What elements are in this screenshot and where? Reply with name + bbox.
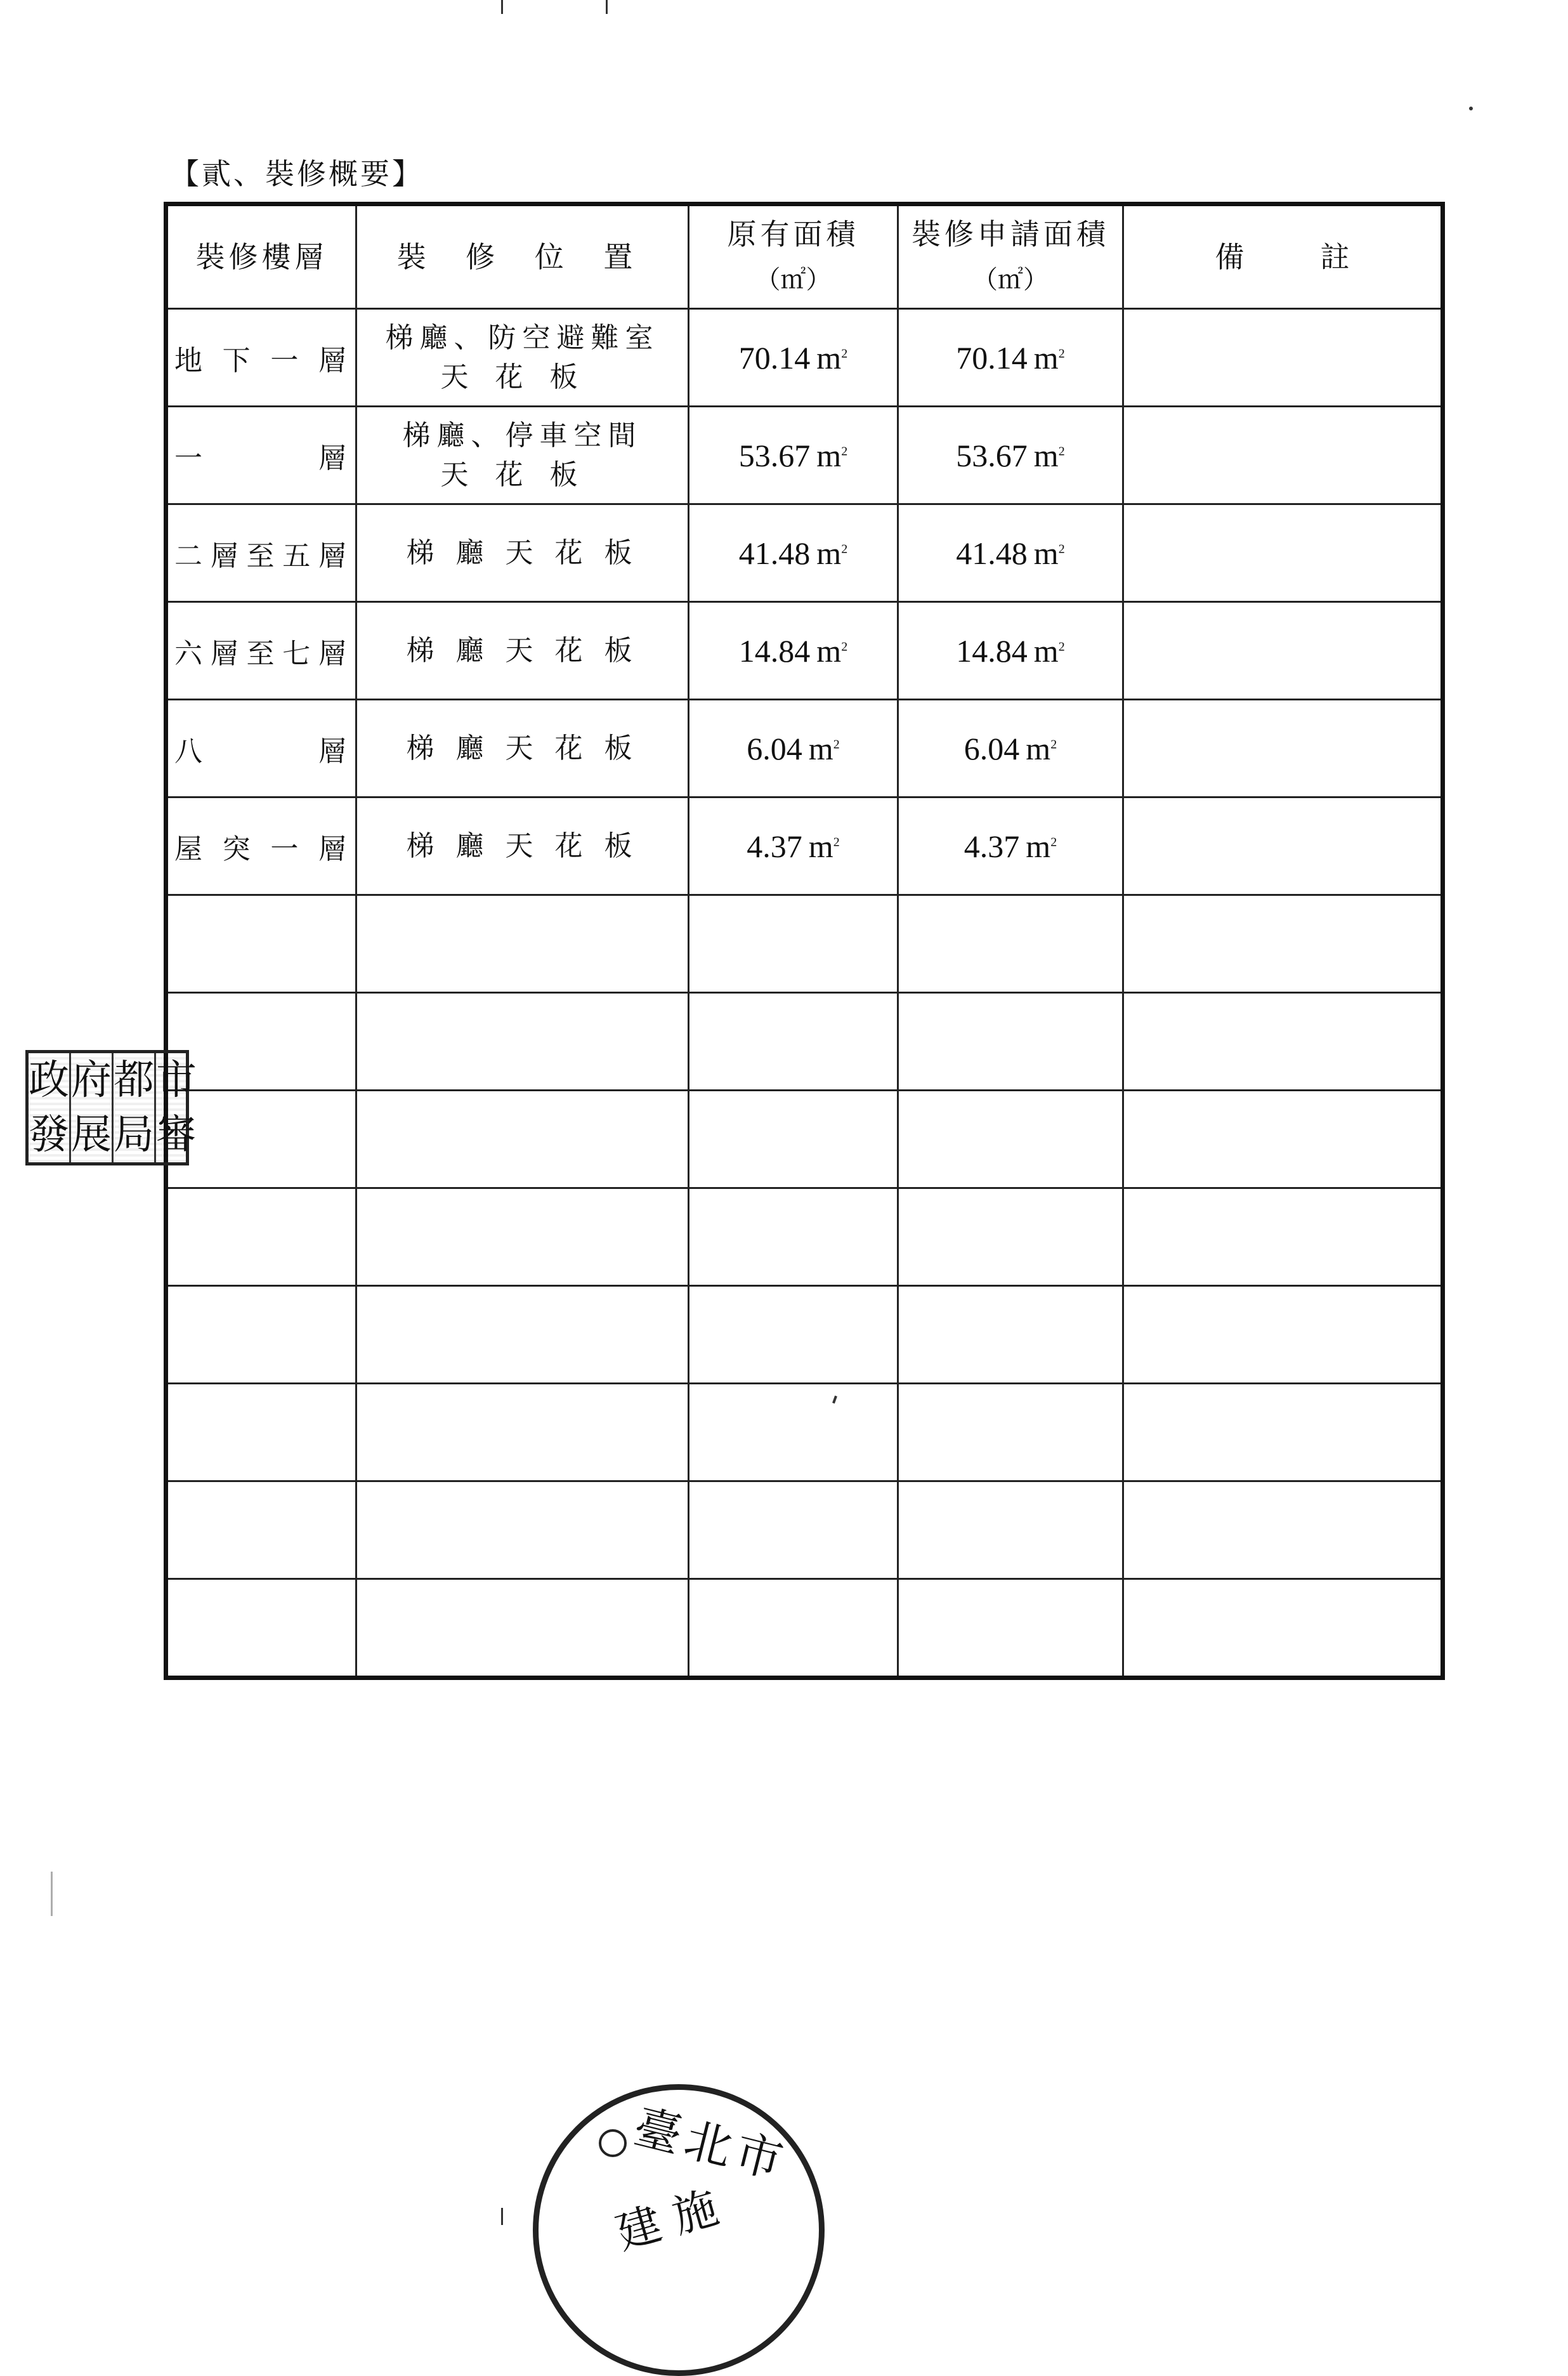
empty-table-row <box>166 993 1443 1091</box>
location-cell: 梯廳、防空避難室 天花板 <box>356 309 689 407</box>
header-location: 裝 修 位 置 <box>356 204 689 309</box>
empty-table-row <box>166 1384 1443 1481</box>
empty-cell <box>356 1091 689 1188</box>
empty-cell <box>1123 1481 1443 1579</box>
floor-cell: 八 層 <box>166 700 356 797</box>
remark-cell <box>1123 309 1443 407</box>
original-area-cell: 70.14 $m^2$ <box>689 309 898 407</box>
empty-cell <box>898 895 1123 993</box>
remark-cell <box>1123 797 1443 895</box>
empty-cell <box>898 1579 1123 1678</box>
location-cell: 梯 廳 天 花 板 <box>356 504 689 602</box>
seal-lower-text: 建 施 <box>610 2181 724 2260</box>
empty-cell <box>1123 1091 1443 1188</box>
empty-cell <box>1123 1384 1443 1481</box>
official-side-stamp: 政 府 都 市 發 展 局 審 <box>25 1050 189 1165</box>
table-row <box>166 797 1443 895</box>
empty-cell <box>356 1384 689 1481</box>
remark-cell <box>1123 504 1443 602</box>
header-remarks: 備 註 <box>1123 204 1443 309</box>
empty-cell <box>689 993 898 1091</box>
empty-cell <box>1123 993 1443 1091</box>
empty-cell <box>898 1481 1123 1579</box>
scan-mark <box>1469 107 1473 110</box>
empty-cell <box>356 993 689 1091</box>
section-title: 【貳、裝修概要】 <box>170 157 424 191</box>
location-cell: 梯廳、停車空間 天花板 <box>356 407 689 504</box>
empty-cell <box>1123 1188 1443 1286</box>
empty-cell <box>166 1188 356 1286</box>
empty-cell <box>689 1481 898 1579</box>
empty-cell <box>689 1384 898 1481</box>
header-original-area: 原有面積 （㎡） <box>689 204 898 309</box>
remark-cell <box>1123 700 1443 797</box>
flower-emblem-icon <box>599 2129 627 2157</box>
empty-cell <box>898 1091 1123 1188</box>
scan-mark <box>501 0 503 14</box>
empty-cell <box>356 1579 689 1678</box>
applied-area-cell: 6.04 $m^2$ <box>898 700 1123 797</box>
table-row <box>166 504 1443 602</box>
empty-cell <box>689 1091 898 1188</box>
applied-area-cell: 53.67 $m^2$ <box>898 407 1123 504</box>
empty-cell <box>898 993 1123 1091</box>
empty-cell <box>166 895 356 993</box>
applied-area-cell: 41.48 $m^2$ <box>898 504 1123 602</box>
scan-mark <box>51 1872 53 1916</box>
floor-cell: 地下一層 <box>166 309 356 407</box>
table-row <box>166 602 1443 700</box>
original-area-cell: 14.84 $m^2$ <box>689 602 898 700</box>
header-floor: 裝修樓層 <box>166 204 356 309</box>
empty-table-row <box>166 1579 1443 1678</box>
remark-cell <box>1123 407 1443 504</box>
empty-cell <box>356 1286 689 1384</box>
scan-mark <box>501 2208 503 2225</box>
empty-cell <box>1123 1579 1443 1678</box>
empty-cell <box>898 1384 1123 1481</box>
table-row <box>166 407 1443 504</box>
empty-table-row <box>166 1286 1443 1384</box>
floor-cell: 一 層 <box>166 407 356 504</box>
applied-area-cell: 14.84 $m^2$ <box>898 602 1123 700</box>
location-cell: 梯 廳 天 花 板 <box>356 700 689 797</box>
location-cell: 梯 廳 天 花 板 <box>356 602 689 700</box>
remark-cell <box>1123 602 1443 700</box>
applied-area-cell: 70.14 $m^2$ <box>898 309 1123 407</box>
table-row <box>166 700 1443 797</box>
scan-mark <box>606 0 608 14</box>
original-area-cell: 4.37 $m^2$ <box>689 797 898 895</box>
table-row <box>166 309 1443 407</box>
empty-table-row <box>166 895 1443 993</box>
empty-cell <box>689 1188 898 1286</box>
floor-cell: 二層至五層 <box>166 504 356 602</box>
original-area-cell: 53.67 $m^2$ <box>689 407 898 504</box>
empty-cell <box>689 1286 898 1384</box>
floor-cell: 六層至七層 <box>166 602 356 700</box>
empty-cell <box>356 895 689 993</box>
table-header-row <box>166 204 1443 309</box>
empty-cell <box>166 1481 356 1579</box>
empty-table-row <box>166 1481 1443 1579</box>
seal-top-text: 臺北市 <box>628 2099 794 2191</box>
empty-table-row <box>166 1091 1443 1188</box>
empty-cell <box>166 1286 356 1384</box>
empty-cell <box>898 1286 1123 1384</box>
floor-cell: 屋突一層 <box>166 797 356 895</box>
empty-cell <box>1123 1286 1443 1384</box>
header-applied-area: 裝修申請面積 （㎡） <box>898 204 1123 309</box>
empty-cell <box>689 895 898 993</box>
empty-cell <box>689 1579 898 1678</box>
original-area-cell: 41.48 $m^2$ <box>689 504 898 602</box>
round-official-seal <box>533 2084 825 2376</box>
empty-cell <box>166 1384 356 1481</box>
empty-cell <box>1123 895 1443 993</box>
empty-table-row <box>166 1188 1443 1286</box>
empty-cell <box>356 1481 689 1579</box>
original-area-cell: 6.04 $m^2$ <box>689 700 898 797</box>
renovation-overview-table <box>164 202 1445 1680</box>
empty-cell <box>356 1188 689 1286</box>
empty-cell <box>166 1579 356 1678</box>
location-cell: 梯 廳 天 花 板 <box>356 797 689 895</box>
applied-area-cell: 4.37 $m^2$ <box>898 797 1123 895</box>
empty-cell <box>898 1188 1123 1286</box>
